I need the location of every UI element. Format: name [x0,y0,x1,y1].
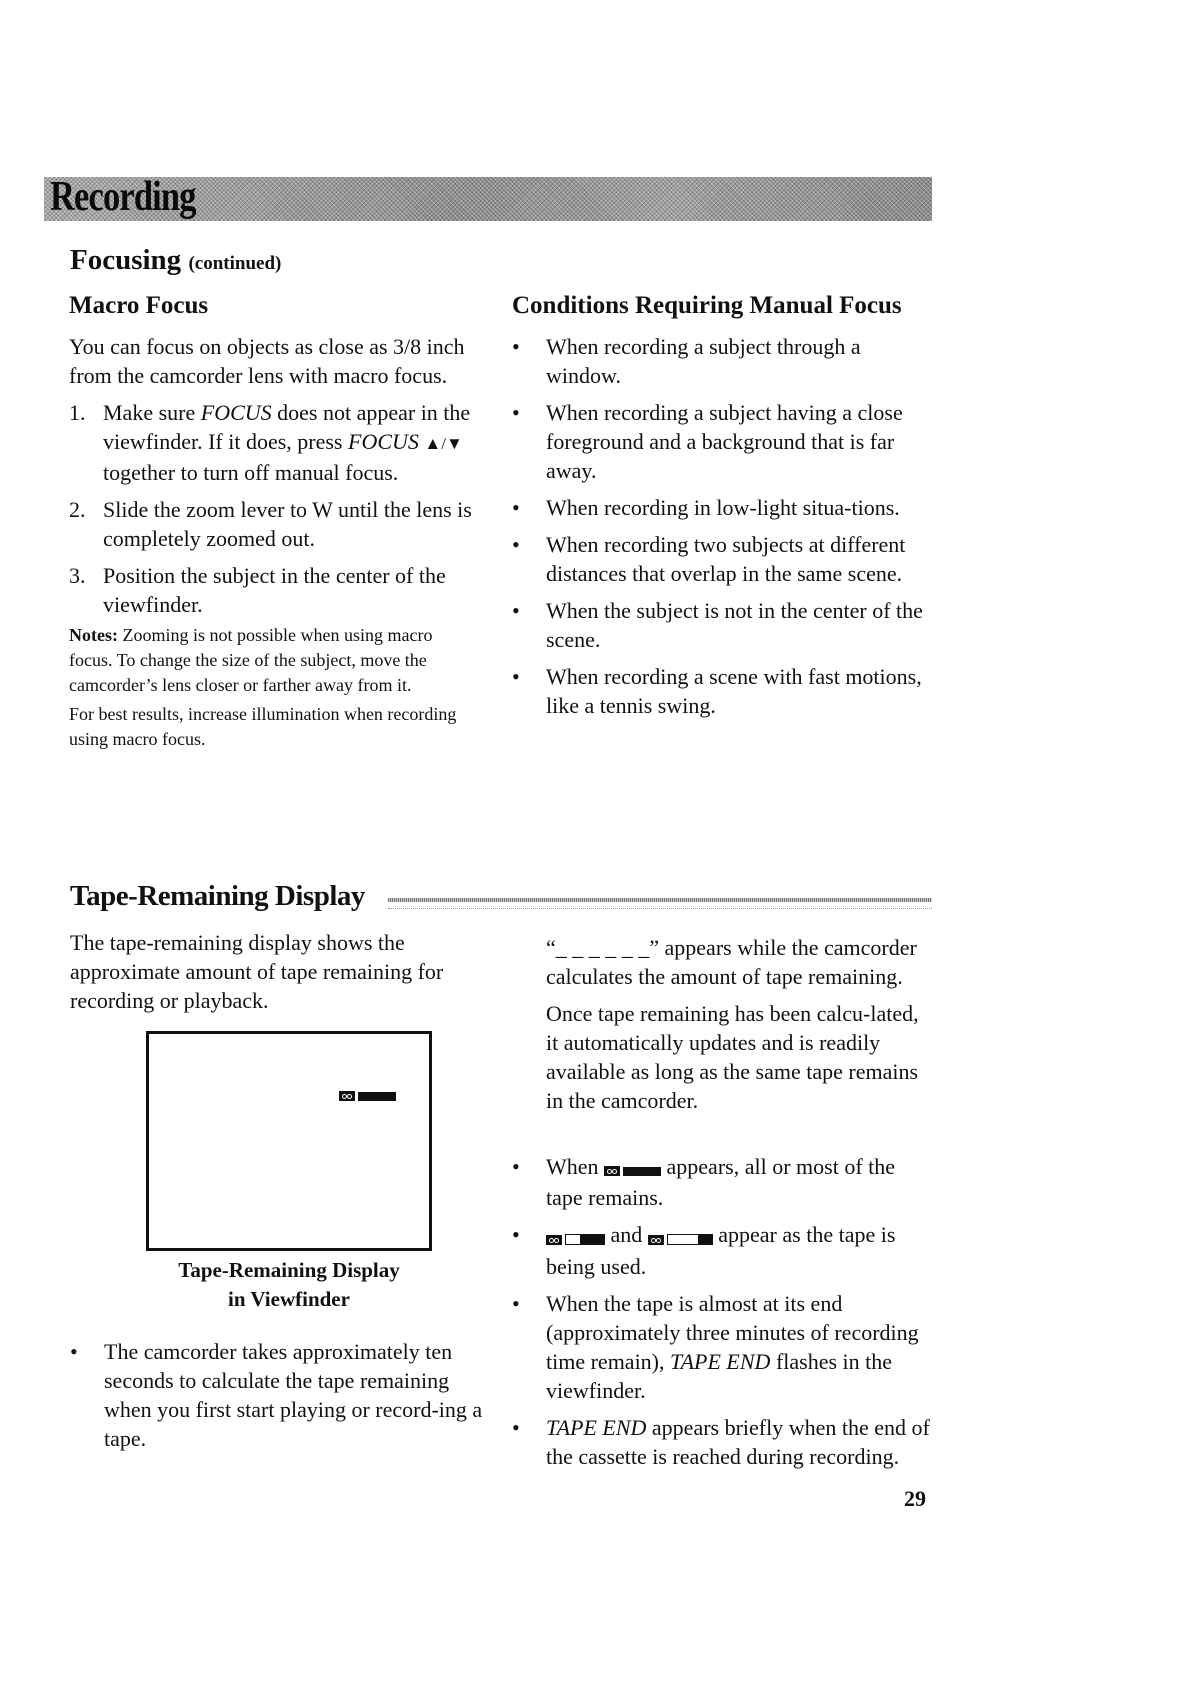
bullet-text: When [546,1154,605,1179]
bullet-icon: • [512,495,520,520]
tape-end-label: TAPE END [546,1414,647,1440]
page-heading-focusing [70,244,281,277]
tape-left-bullets [70,1337,500,1461]
manual-focus-list [512,332,932,720]
note-text: Zooming is not possible when using macro focus. To change the size of the subject, move the camcorder’s lens closer or farther away from it. [69,625,433,695]
step-number: 3. [69,563,86,588]
condition-text: When the subject is not in the center of the scene. [546,598,923,652]
condition-text: When recording two subjects at different distances that overlap in the same scene. [546,532,906,586]
macro-focus-heading: Macro Focus [69,292,209,319]
step-number: 1. [69,400,86,425]
step-text: Slide the zoom lever to W until the lens is completely zoomed out. [103,497,472,551]
tape-remaining-indicator [339,1087,396,1105]
step-text: Make sure [103,400,201,425]
section-banner [44,174,932,221]
bullet-icon: • [512,664,520,689]
step-text: Position the subject in the center of the viewfinder. [103,563,446,617]
tape-remaining-intro: The tape-remaining display shows the approximate amount of tape remaining for recording or playback. [70,930,444,1013]
tape-bar-full-icon [358,1092,396,1101]
viewfinder-figure [146,1031,432,1251]
macro-focus-intro: You can focus on objects as close as 3/8 inch from the camcorder lens with macro focus. [69,334,465,388]
update-paragraph: Once tape remaining has been calcu-lated, it automatically updates and is readily available as long as the same tape remains in the camcorder. [546,1001,919,1113]
tape-right-bullets [512,1152,936,1479]
calc-paragraph [546,933,936,991]
condition-item [512,332,932,390]
step-item [69,398,479,487]
condition-item [512,596,932,654]
figure-caption [146,1256,432,1314]
up-down-arrow-icon: ▲/▼ [424,434,463,453]
note-text: For best results, increase illumination when recording using macro focus. [69,704,457,749]
tape-remaining-heading: Tape-Remaining Display [70,880,365,912]
step-item [69,561,479,619]
manual-focus-heading: Conditions Requiring Manual Focus [512,292,902,319]
bullet-text: When the tape is almost at its end (approximately three minutes of recording time remain), [546,1290,919,1374]
bullet-text: flashes in the viewfinder. [546,1348,893,1403]
notes-label: Notes: [69,625,118,645]
tape-bullet-item [512,1152,936,1212]
cassette-icon [339,1091,355,1101]
bullet-icon: • [512,1154,520,1179]
condition-item [512,662,932,720]
tape-full-icon [604,1154,661,1183]
bullet-icon: • [512,532,520,557]
notes-paragraph [69,623,479,698]
tape-bullet-item [512,1220,936,1280]
section-title: Recording [50,174,196,220]
calc-text: appears while the camcorder calculates the amount of tape remaining. [546,935,917,989]
bullet-text: appears briefly when the end of the cassette is reached during recording. [546,1414,930,1469]
tape-bullet-item [512,1289,936,1405]
condition-text: When recording in low-light situa-tions. [546,495,900,520]
tape-right-column [546,933,936,1123]
focus-label: FOCUS [200,400,272,425]
step-number: 2. [69,497,86,522]
caption-line: Tape-Remaining Display [178,1258,400,1282]
page-number: 29 [904,1486,926,1511]
calc-placeholder: “_ _ _ _ _ _” [546,935,660,960]
condition-text: When recording a subject having a close foreground and a background that is far away. [546,400,903,483]
section-divider [388,898,932,909]
tape-bullet-item [70,1337,500,1453]
bullet-icon: • [512,598,520,623]
bullet-icon: • [512,400,520,425]
bullet-icon: • [512,1290,520,1316]
manual-focus-section [512,292,932,728]
condition-text: When recording a subject through a window. [546,334,861,388]
caption-line: in Viewfinder [228,1287,350,1311]
bullet-text: The camcorder takes approximately ten seconds to calculate the tape remaining when you first start playing or record-ing a tape. [104,1339,483,1451]
bullet-text: and [605,1222,648,1248]
condition-item [512,493,932,522]
heading-suffix: (continued) [188,253,282,274]
step-item [69,495,479,553]
condition-text: When recording a scene with fast motions, like a tennis swing. [546,664,922,718]
bullet-icon: • [512,1222,520,1248]
bullet-icon: • [512,1414,520,1440]
macro-focus-steps [69,398,479,619]
tape-partial-icon [546,1223,605,1252]
step-text: together to turn off manual focus. [103,429,474,485]
heading-text: Focusing [70,244,182,276]
focus-label: FOCUS [348,429,419,454]
macro-focus-section [69,292,479,760]
tape-low-icon [648,1223,713,1252]
bullet-icon: • [70,1339,78,1364]
bullet-text: appears, all or most of the tape remains. [546,1154,896,1211]
step-text: does not appear in the viewfinder. If it does, press [103,400,471,454]
condition-item [512,530,932,588]
tape-end-label: TAPE END [670,1348,771,1374]
bullet-icon: • [512,334,520,359]
condition-item [512,398,932,485]
bullet-text: appear as the tape is being used. [546,1222,896,1279]
tape-bullet-item [512,1413,936,1471]
